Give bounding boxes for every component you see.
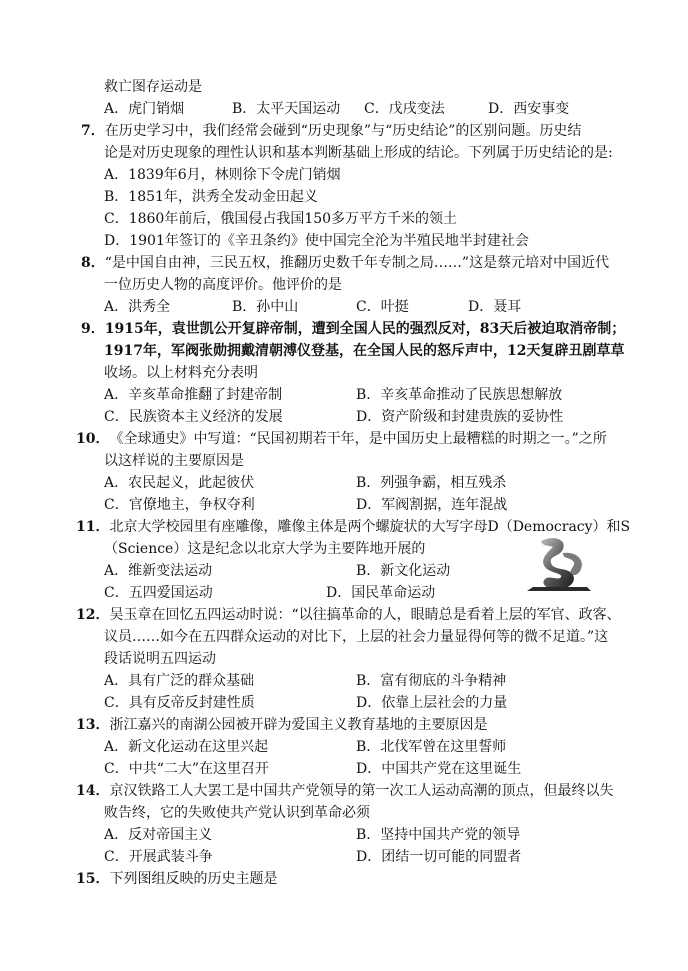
q9-line-1: 9．1915年，袁世凯公开复辟帝制，遭到全国人民的强烈反对，83天后被迫取消帝制； [81, 318, 625, 340]
q8-option-d: D．聂耳 [468, 299, 522, 315]
q7-number: 7． [81, 123, 105, 139]
q6-option-a: A．虎门销烟 [104, 101, 185, 117]
q15-number: 15． [76, 871, 110, 887]
q9-option-d: D．资产阶级和封建贵族的妥协性 [356, 409, 564, 425]
q8-line-2: 一位历史人物的高度评价。他评价的是 [104, 277, 342, 293]
q14-option-b: B．坚持中国共产党的领导 [356, 827, 521, 843]
q7-option-d: D．1901年签订的《辛丑条约》使中国完全沦为半殖民地半封建社会 [104, 233, 529, 249]
q7-line-2: 论是对历史现象的理性认识和基本判断基础上形成的结论。下列属于历史结论的是: [104, 145, 613, 161]
q14-option-c: C．开展武装斗争 [104, 849, 213, 865]
sculpture-image [523, 533, 595, 593]
q11-option-c: C．五四爱国运动 [104, 585, 213, 601]
q14-option-d: D．团结一切可能的同盟者 [356, 849, 522, 865]
q9-option-b: B．辛亥革命推动了民族思想解放 [356, 387, 563, 403]
q13-option-d: D．中国共产党在这里诞生 [356, 761, 522, 777]
q9-number: 9． [81, 321, 105, 337]
q14-number: 14． [76, 783, 110, 799]
q14-line-1: 14．京汉铁路工人大罢工是中国共产党领导的第一次工人运动高潮的顶点，但最终以失 [76, 780, 613, 802]
q14-option-a: A．反对帝国主义 [104, 827, 213, 843]
q11-line-2: （Science）这是纪念以北京大学为主要阵地开展的 [104, 541, 426, 557]
q12-option-a: A．具有广泛的群众基础 [104, 673, 255, 689]
q13-option-c: C．中共“二大”在这里召开 [104, 761, 270, 777]
q12-option-c: C．具有反帝反封建性质 [104, 695, 255, 711]
q8-line-1: 8．“是中国自由神，三民五权，推翻历史数千年专制之局……”这是蔡元培对中国近代 [81, 252, 609, 274]
q11-option-a: A．维新变法运动 [104, 563, 213, 579]
q10-line-2: 以这样说的主要原因是 [104, 453, 244, 469]
q13-number: 13． [76, 717, 110, 733]
q14-line-2: 败告终，它的失败使共产党认识到革命必须 [104, 805, 370, 821]
q13-option-b: B．北伐军曾在这里誓师 [356, 739, 507, 755]
q10-option-b: B．列强争霸，相互残杀 [356, 475, 507, 491]
q12-line-3: 段话说明五四运动 [104, 651, 216, 667]
q11-line-1: 11．北京大学校园里有座雕像，雕像主体是两个螺旋状的大写字母D（Democracy）和S [76, 516, 630, 538]
q9-option-c: C．民族资本主义经济的发展 [104, 409, 283, 425]
q6-option-d: D．西安事变 [488, 101, 570, 117]
q6-option-b: B．太平天国运动 [232, 101, 341, 117]
q15-line-1: 15．下列图组反映的历史主题是 [76, 868, 277, 890]
q8-option-a: A．洪秀全 [104, 299, 171, 315]
q7-option-a: A．1839年6月，林则徐下令虎门销烟 [104, 167, 341, 183]
q11-option-b: B．新文化运动 [356, 563, 451, 579]
q13-option-a: A．新文化运动在这里兴起 [104, 739, 269, 755]
q9-option-a: A．辛亥革命推翻了封建帝制 [104, 387, 283, 403]
q12-number: 12． [76, 607, 110, 623]
q7-option-c: C．1860年前后，俄国侵占我国150多万平方千米的领土 [104, 211, 458, 227]
q13-line-1: 13．浙江嘉兴的南湖公园被开辟为爱国主义教育基地的主要原因是 [76, 714, 487, 736]
q11-number: 11． [76, 519, 110, 535]
q8-option-b: B．孙中山 [232, 299, 299, 315]
q12-line-1: 12．吴玉章在回忆五四运动时说：“以往搞革命的人，眼睛总是看着上层的军官、政客、 [76, 604, 621, 626]
q12-option-b: B．富有彻底的斗争精神 [356, 673, 507, 689]
q10-option-a: A．农民起义，此起彼伏 [104, 475, 255, 491]
q10-option-c: C．官僚地主，争权夺利 [104, 497, 255, 513]
q10-line-1: 10．《全球通史》中写道：“民国初期若干年，是中国历史上最糟糕的时期之一。”之所 [76, 428, 607, 450]
q8-number: 8． [81, 255, 105, 271]
q7-option-b: B．1851年，洪秀全发动金田起义 [104, 189, 318, 205]
q9-line-3: 收场。以上材料充分表明 [104, 365, 258, 381]
q7-line-1: 7．在历史学习中，我们经常会碰到“历史现象”与“历史结论”的区别问题。历史结 [81, 120, 581, 142]
q9-line-2: 1917年，军阀张勋拥戴清朝溥仪登基，在全国人民的怒斥声中，12天复辟丑剧草草 [104, 343, 625, 359]
q11-option-d: D．国民革命运动 [326, 585, 436, 601]
q12-line-2: 议员……如今在五四群众运动的对比下，上层的社会力量显得何等的微不足道。”这 [104, 629, 609, 645]
q10-option-d: D．军阀割据，连年混战 [356, 497, 508, 513]
q6-option-c: C．戊戌变法 [364, 101, 445, 117]
question-6-tail: 救亡图存运动是 [104, 79, 202, 95]
q12-option-d: D．依靠上层社会的力量 [356, 695, 508, 711]
q10-number: 10． [76, 431, 110, 447]
q8-option-c: C．叶挺 [356, 299, 409, 315]
